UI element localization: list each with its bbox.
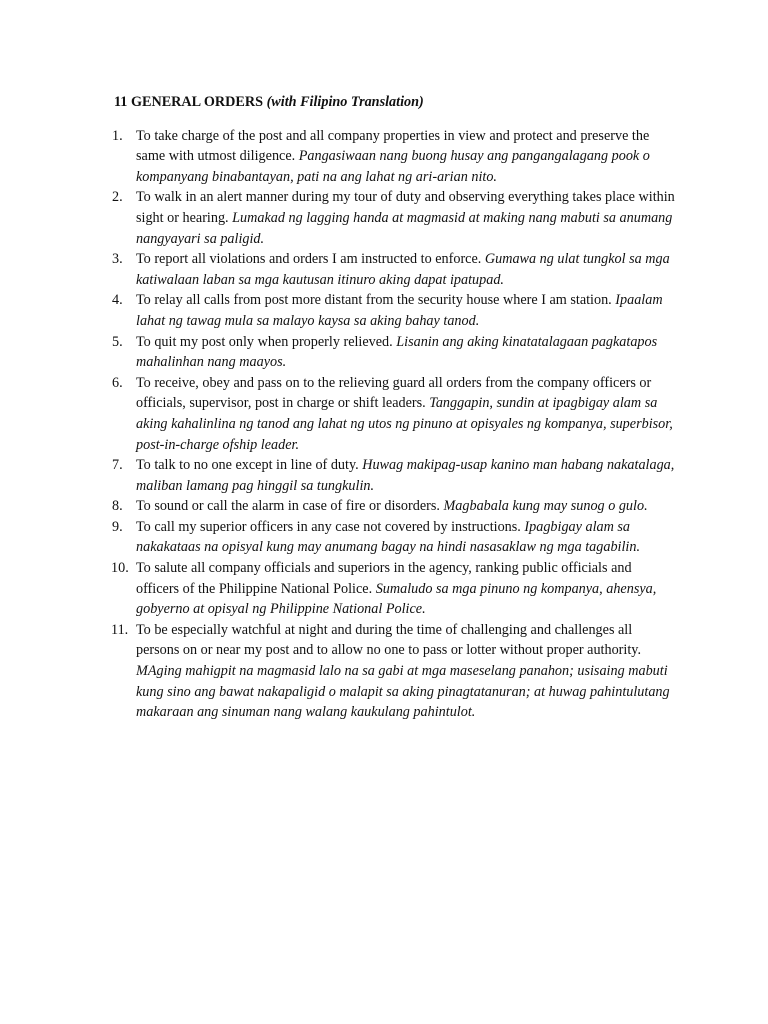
order-english-text: To quit my post only when properly relieved. [136, 333, 393, 350]
order-english-text: To talk to no one except in line of duty. [136, 457, 359, 474]
order-number: 9. [112, 518, 123, 535]
order-filipino-translation: MAging mahigpit na magmasid lalo na sa gabi at mga maseselang panahon; usisaing mabuti kung sino ang bawat nakapaligid o malapit sa aking pinagtatanuran; at huwag pahintulutang makaraan ang sinuman nang walang kaukulang pahintulot. [136, 663, 670, 721]
order-number: 4. [112, 292, 123, 309]
order-english-text: To take charge of the post and all company properties in view and protect and preserve the same with utmost diligence. [136, 127, 650, 165]
order-filipino-translation: Lisanin ang aking kinatatalagaan pagkatapos mahalinhan nang maayos. [136, 333, 658, 371]
document-title: 11 GENERAL ORDERS [114, 94, 264, 110]
order-english-text: To report all violations and orders I am instructed to enforce. [136, 251, 482, 268]
order-number: 2. [112, 189, 123, 206]
order-english-text: To be especially watchful at night and during the time of challenging and challenges all persons on or near my post and to allow no one to pass or lotter without proper authority. [136, 621, 642, 659]
general-order-item [112, 187, 678, 249]
document-page [112, 92, 678, 723]
order-filipino-translation: Gumawa ng ulat tungkol sa mga katiwalaan laban sa mga kautusan itinuro aking dapat ipatupad. [136, 251, 670, 288]
general-orders-list [112, 126, 678, 723]
order-filipino-translation: Lumakad ng lagging handa at magmasid at making nang mabuti sa anumang nangyayari sa paligid. [136, 209, 673, 247]
order-number: 8. [112, 498, 123, 515]
order-english-text: To walk in an alert manner during my tour of duty and observing everything takes place within sight or hearing. [136, 189, 675, 226]
order-english-text: To sound or call the alarm in case of fire or disorders. [136, 498, 440, 515]
document-title-line [114, 92, 678, 113]
order-number: 7. [112, 457, 123, 474]
general-order-item [112, 558, 678, 620]
order-filipino-translation: Huwag makipag-usap kanino man habang nakatalaga, maliban lamang pag hinggil sa tungkulin. [136, 457, 675, 494]
order-filipino-translation: Tanggapin, sundin at ipagbigay alam sa aking kahalinlina ng tanod ang lahat ng utos ng pinuno at opisyales ng kompanya, superbisor, post-in-charge ofship leader. [136, 395, 673, 453]
order-english-text: To receive, obey and pass on to the relieving guard all orders from the company officers or officials, supervisor, post in charge or shift leaders. [136, 374, 652, 412]
order-number: 3. [112, 251, 123, 268]
order-english-text: To salute all company officials and superiors in the agency, ranking public officials and officers of the Philippine National Police. [136, 560, 632, 597]
general-order-item [112, 496, 678, 517]
order-english-text: To call my superior officers in any case not covered by instructions. [136, 518, 521, 535]
order-number: 11. [111, 621, 129, 638]
general-order-item [112, 290, 678, 331]
order-filipino-translation: Pangasiwaan nang buong husay ang pangangalagang pook o kompanyang binabantayan, pati na ang lahat ng ari-arian nito. [136, 148, 650, 185]
order-english-text: To relay all calls from post more distant from the security house where I am station. [136, 292, 612, 309]
order-number: 6. [112, 374, 123, 391]
general-order-item [112, 620, 678, 723]
order-number: 5. [112, 333, 123, 350]
order-filipino-translation: Ipagbigay alam sa nakakataas na opisyal kung may anumang bagay na hindi nasasaklaw ng mga tagabilin. [136, 518, 641, 556]
order-filipino-translation: Sumaludo sa mga pinuno ng kompanya, ahensya, gobyerno at opisyal ng Philippine National Police. [136, 580, 657, 618]
order-number: 10. [111, 560, 129, 577]
document-subtitle: (with Filipino Translation) [266, 94, 424, 110]
order-filipino-translation: Ipaalam lahat ng tawag mula sa malayo kaysa sa aking bahay tanod. [136, 292, 663, 329]
general-order-item [112, 332, 678, 373]
general-order-item [112, 517, 678, 558]
general-order-item [112, 373, 678, 455]
general-order-item [112, 455, 678, 496]
general-order-item [112, 249, 678, 290]
order-number: 1. [112, 127, 123, 144]
order-filipino-translation: Magbabala kung may sunog o gulo. [443, 498, 648, 515]
general-order-item [112, 126, 678, 188]
